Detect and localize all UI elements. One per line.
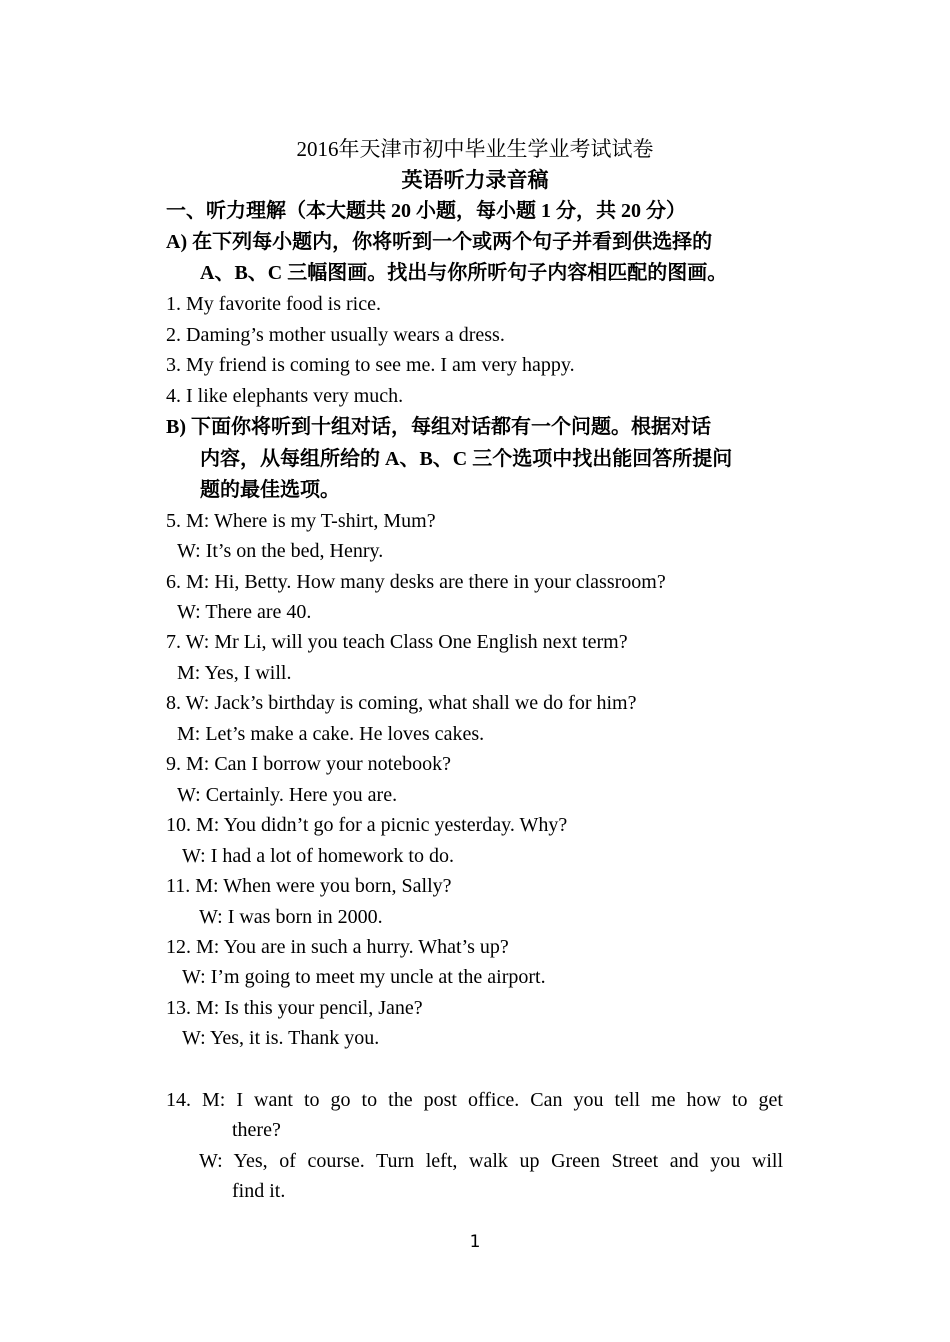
dialog-question: 11. M: When were you born, Sally? [166,875,452,897]
part-b-instruction-line1: B) 下面你将听到十组对话，每组对话都有一个问题。根据对话 [166,416,711,438]
section-heading: 一、听力理解（本大题共 20 小题，每小题 1 分，共 20 分） [166,200,686,222]
dialog-question: 7. W: Mr Li, will you teach Class One English next term? [166,631,628,653]
dialog-answer: W: There are 40. [177,601,312,623]
dialog-question: 6. M: Hi, Betty. How many desks are there in your classroom? [166,571,666,593]
dialog-question: 10. M: You didn’t go for a picnic yesterday. Why? [166,814,568,836]
dialog-answer: W: Certainly. Here you are. [177,784,398,806]
part-b-instruction-line3: 题的最佳选项。 [200,479,340,501]
exam-subtitle: 英语听力录音稿 [401,168,549,192]
list-item: 2. Daming’s mother usually wears a dress. [166,324,505,346]
dialog-answer: M: Let’s make a cake. He loves cakes. [177,723,485,745]
dialog-answer: W: It’s on the bed, Henry. [177,540,384,562]
dialog-question-line1: 14. M: I want to go to the post office. Can you tell me how to get [166,1089,783,1111]
exam-title: 2016年天津市初中毕业生学业考试试卷 [296,137,654,161]
dialog-question: 12. M: You are in such a hurry. What’s up? [166,936,509,958]
dialog-answer-line2: find it. [232,1180,286,1202]
page-number: 1 [469,1232,481,1252]
dialog-answer: W: I had a lot of homework to do. [182,845,454,867]
dialog-question: 5. M: Where is my T-shirt, Mum? [166,510,436,532]
dialog-answer-line1: W: Yes, of course. Turn left, walk up Green Street and you will [199,1150,783,1172]
dialog-answer: W: I was born in 2000. [199,906,383,928]
dialog-question: 13. M: Is this your pencil, Jane? [166,997,423,1019]
dialog-question: 9. M: Can I borrow your notebook? [166,753,451,775]
dialog-answer: W: I’m going to meet my uncle at the airport. [182,966,546,988]
list-item: 1. My favorite food is rice. [166,293,381,315]
part-a-instruction-line2: A、B、C 三幅图画。找出与你所听句子内容相匹配的图画。 [200,262,728,284]
part-a-instruction-line1: A) 在下列每小题内，你将听到一个或两个句子并看到供选择的 [166,231,713,253]
part-b-instruction-line2: 内容，从每组所给的 A、B、C 三个选项中找出能回答所提问 [200,448,733,470]
dialog-answer: M: Yes, I will. [177,662,292,684]
list-item: 4. I like elephants very much. [166,385,404,407]
dialog-question: 8. W: Jack’s birthday is coming, what shall we do for him? [166,692,637,714]
list-item: 3. My friend is coming to see me. I am very happy. [166,354,575,376]
dialog-answer: W: Yes, it is. Thank you. [182,1027,380,1049]
dialog-question-line2: there? [232,1119,281,1141]
